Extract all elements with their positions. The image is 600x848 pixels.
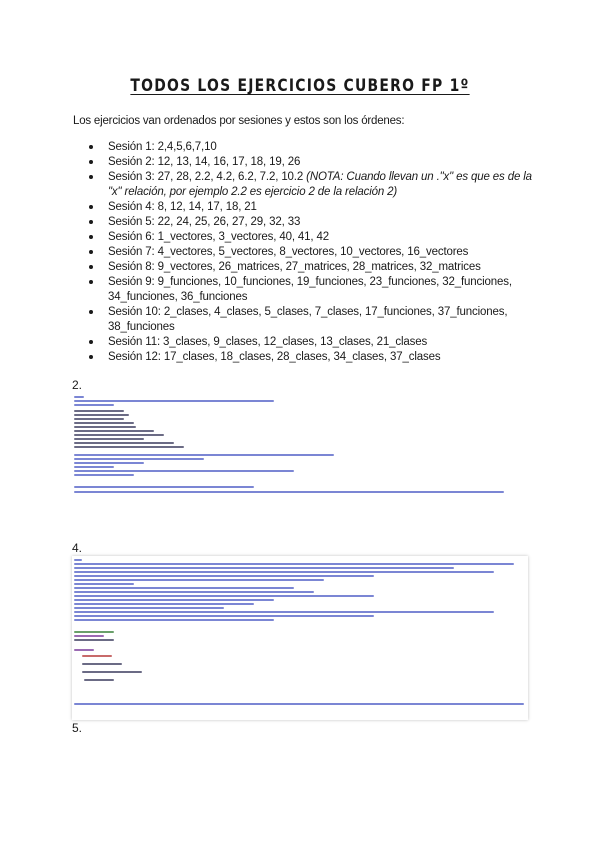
code-line (74, 571, 494, 573)
code-line (74, 454, 334, 456)
session-item-8: Sesión 8: 9_vectores, 26_matrices, 27_matrices, 28_matrices, 32_matrices (73, 260, 533, 275)
session-item-3: Sesión 3: 27, 28, 2.2, 4.2, 6.2, 7.2, 10.2 (NOTA: Cuando llevan un ."x" es que es de la "x" relación, por ejemplo 2.2 es ejercicio 2 de la relación 2) (73, 170, 533, 200)
code-screenshot-exercise-2 (72, 394, 512, 514)
code-line (74, 599, 274, 601)
session-item-2: Sesión 2: 12, 13, 14, 16, 17, 18, 19, 26 (73, 155, 533, 170)
session-item-4: Sesión 4: 8, 12, 14, 17, 18, 21 (73, 200, 533, 215)
code-line (74, 635, 104, 637)
code-line (74, 466, 114, 468)
code-screenshot-exercise-4 (72, 556, 528, 720)
session-item-5: Sesión 5: 22, 24, 25, 26, 27, 29, 32, 33 (73, 215, 533, 230)
code-line (74, 491, 504, 493)
code-line (84, 679, 114, 681)
session-note: (NOTA: Cuando llevan un ."x" es que es de la "x" relación, por ejemplo 2.2 es ejercicio 2 de la relación 2) (108, 171, 532, 198)
session-item-7: Sesión 7: 4_vectores, 5_vectores, 8_vectores, 10_vectores, 16_vectores (73, 245, 533, 260)
intro-text: Los ejercicios van ordenados por sesiones y estos son los órdenes: (73, 115, 405, 127)
code-line (74, 396, 84, 398)
code-line (74, 418, 124, 420)
code-line (74, 587, 294, 589)
code-line (74, 591, 314, 593)
code-line (74, 583, 134, 585)
exercise-label-4: 4. (72, 541, 83, 555)
code-line (74, 438, 144, 440)
session-item-6: Sesión 6: 1_vectores, 3_vectores, 40, 41, 42 (73, 230, 533, 245)
code-line (82, 671, 142, 673)
code-line (74, 603, 254, 605)
code-line (74, 611, 494, 613)
session-item-9: Sesión 9: 9_funciones, 10_funciones, 19_funciones, 23_funciones, 32_funciones, 34_funciones, 36_funciones (73, 275, 533, 305)
code-line (74, 559, 82, 561)
code-line (74, 434, 164, 436)
code-line (74, 639, 114, 641)
session-item-10: Sesión 10: 2_clases, 4_clases, 5_clases, 7_clases, 17_funciones, 37_funciones, 38_funciones (73, 305, 533, 335)
code-line (74, 703, 524, 705)
code-line (74, 410, 124, 412)
code-line (74, 486, 254, 488)
exercise-label-2: 2. (72, 378, 83, 392)
session-list (73, 140, 533, 365)
session-item-1: Sesión 1: 2,4,5,6,7,10 (73, 140, 533, 155)
code-line (74, 619, 274, 621)
code-line (74, 649, 94, 651)
code-line (74, 563, 514, 565)
code-line (74, 430, 154, 432)
session-item-12: Sesión 12: 17_clases, 18_clases, 28_clases, 34_clases, 37_clases (73, 350, 533, 365)
code-line (74, 462, 144, 464)
code-line (74, 474, 134, 476)
code-line (74, 631, 114, 633)
code-line (74, 414, 129, 416)
code-line (74, 575, 374, 577)
code-line (74, 404, 114, 406)
document-title: TODOS LOS EJERCICIOS CUBERO FP 1º (130, 76, 470, 96)
code-line (74, 422, 134, 424)
code-line (74, 426, 136, 428)
code-line (82, 663, 122, 665)
code-line (74, 579, 324, 581)
code-line (74, 458, 204, 460)
code-line (74, 442, 174, 444)
code-line (74, 615, 374, 617)
exercise-label-5: 5. (72, 721, 83, 735)
code-line (74, 607, 224, 609)
code-line (82, 655, 112, 657)
code-line (74, 470, 294, 472)
code-line (74, 446, 184, 448)
code-line (74, 400, 274, 402)
session-item-11: Sesión 11: 3_clases, 9_clases, 12_clases, 13_clases, 21_clases (73, 335, 533, 350)
code-line (74, 595, 374, 597)
code-line (74, 567, 454, 569)
